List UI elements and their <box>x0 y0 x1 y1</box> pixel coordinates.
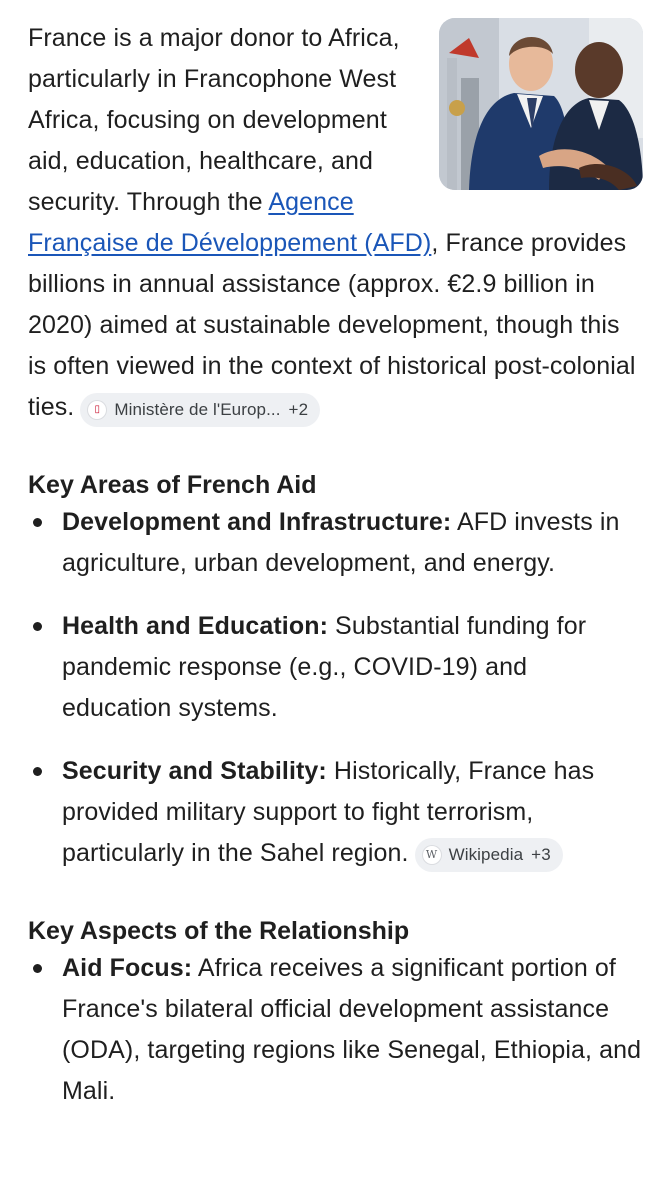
bullet-icon <box>33 964 42 973</box>
list-item-text: Historically, France has provided military support to fight terrorism, particularly in the Sahel region. <box>62 757 595 867</box>
source-chip-count: +2 <box>288 400 309 419</box>
afd-link[interactable]: Agence Française de Développement (AFD) <box>28 188 432 257</box>
intro-text-before-link: France is a major donor to Africa, particularly in Francophone West Africa, focusing on development aid, education, healthcare, and security. Through the <box>28 24 400 216</box>
bullet-icon <box>33 767 42 776</box>
key-areas-list <box>28 502 643 874</box>
news-photo-thumbnail[interactable] <box>439 18 643 190</box>
list-item <box>28 751 643 874</box>
list-item-title: Aid Focus: <box>62 954 193 982</box>
list-item-title: Security and Stability: <box>62 757 327 785</box>
list-item-title: Development and Infrastructure: <box>62 508 452 536</box>
photo-illustration <box>439 18 643 190</box>
list-item <box>28 502 643 584</box>
heading-key-aspects: Key Aspects of the Relationship <box>28 917 410 945</box>
source-chip-ministere[interactable] <box>80 393 320 427</box>
list-item-text: AFD invests in agriculture, urban development, and energy. <box>62 508 620 577</box>
wikipedia-icon: W <box>423 846 441 864</box>
source-chip-wikipedia[interactable] <box>415 838 563 872</box>
bullet-icon <box>33 622 42 631</box>
list-item <box>28 948 643 1112</box>
heading-key-areas: Key Areas of French Aid <box>28 471 317 499</box>
intro-paragraph <box>28 18 643 428</box>
list-item-text: Substantial funding for pandemic response (e.g., COVID-19) and education systems. <box>62 612 587 722</box>
list-item <box>28 606 643 729</box>
ministry-logo-icon: ▯ <box>88 401 106 419</box>
source-chip-label: Wikipedia <box>448 845 524 864</box>
source-chip-label: Ministère de l'Europ... <box>114 400 281 419</box>
key-aspects-list <box>28 948 643 1112</box>
list-item-text: Africa receives a significant portion of France's bilateral official development assistance (ODA), targeting regions like Senegal, Ethiopia, and Mali. <box>62 954 642 1105</box>
bullet-icon <box>33 518 42 527</box>
intro-text-after-link: , France provides billions in annual assistance (approx. €2.9 billion in 2020) aimed at sustainable development, though this is often viewed in the context of historical post-colonial ties. <box>28 229 636 421</box>
list-item-title: Health and Education: <box>62 612 329 640</box>
source-chip-count: +3 <box>531 845 551 864</box>
